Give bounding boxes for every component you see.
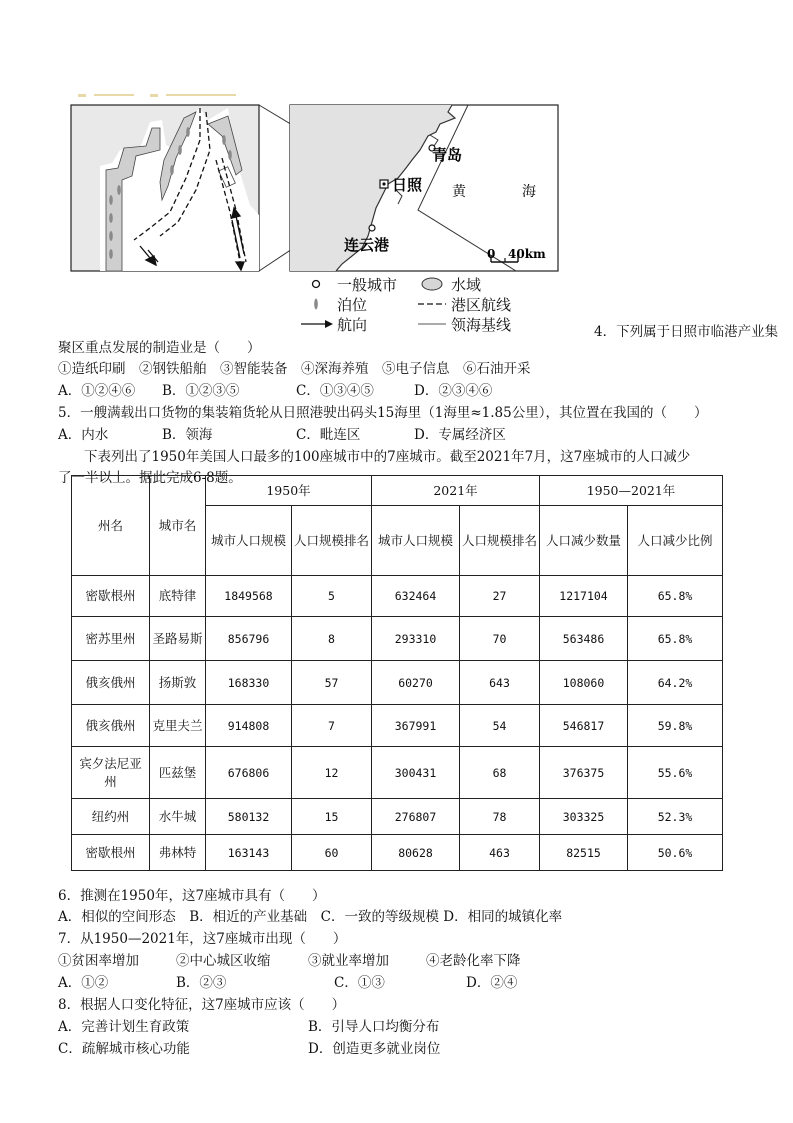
q7-opt4: ④老龄化率下降 xyxy=(426,953,521,969)
subheader-ratio: 人口减少比例 xyxy=(628,506,723,576)
cell-pop-2021: 80628 xyxy=(372,835,460,871)
cell-decrease: 563486 xyxy=(540,617,628,661)
table-row xyxy=(72,799,723,835)
cell-pop-1950: 1849568 xyxy=(206,576,292,617)
cell-pop-1950: 580132 xyxy=(206,799,292,835)
q7-choice-a: A．①② xyxy=(58,975,109,991)
cell-ratio: 65.8% xyxy=(628,576,723,617)
cell-city: 克里夫兰 xyxy=(150,705,206,747)
subheader-rank-2021: 人口规模排名 xyxy=(460,506,540,576)
cell-ratio: 59.8% xyxy=(628,705,723,747)
q7-choice-b: B．②③ xyxy=(176,975,227,991)
q8-choice-a: A．完善计划生育政策 xyxy=(58,1019,190,1035)
label-lianyungang: 连云港 xyxy=(344,236,390,254)
q8-choice-d: D．创造更多就业岗位 xyxy=(308,1041,441,1057)
cell-rank-2021: 463 xyxy=(460,835,540,871)
header-1950: 1950年 xyxy=(206,476,372,506)
table-row xyxy=(72,705,723,747)
legend-berth: 泊位 xyxy=(337,296,368,314)
cell-rank-2021: 54 xyxy=(460,705,540,747)
cell-decrease: 303325 xyxy=(540,799,628,835)
cell-rank-2021: 68 xyxy=(460,747,540,799)
legend-city-icon xyxy=(313,281,320,288)
q6-stem: 6．推测在1950年，这7座城市具有（ ） xyxy=(58,888,326,904)
scale-label: 40km xyxy=(508,247,546,261)
city-lianyungang-marker xyxy=(369,225,375,231)
label-rizhao: 日照 xyxy=(392,176,423,194)
cell-state: 宾夕法尼亚州 xyxy=(72,747,150,799)
cell-city: 扬斯敦 xyxy=(150,661,206,705)
q5-stem: 5．一艘满载出口货物的集装箱货轮从日照港驶出码头15海里（1海里≈1.85公里），其位置在我国的（ ） xyxy=(58,405,708,421)
q7-opt2: ②中心城区收缩 xyxy=(176,953,271,969)
table-row xyxy=(72,747,723,799)
legend-general-city: 一般城市 xyxy=(337,276,398,294)
q8-choice-c: C．疏解城市核心功能 xyxy=(58,1041,190,1057)
legend-water-area: 水域 xyxy=(451,276,482,294)
subheader-size-1950: 城市人口规模 xyxy=(206,506,292,576)
legend-territorial-baseline: 领海基线 xyxy=(451,316,512,334)
port-detail-panel xyxy=(71,105,259,271)
cell-pop-2021: 293310 xyxy=(372,617,460,661)
cell-pop-2021: 276807 xyxy=(372,799,460,835)
cell-state: 纽约州 xyxy=(72,799,150,835)
header-change: 1950—2021年 xyxy=(540,476,723,506)
cell-rank-1950: 57 xyxy=(292,661,372,705)
q4-options: ①造纸印刷 ②钢铁船舶 ③智能装备 ④深海养殖 ⑤电子信息 ⑥石油开采 xyxy=(58,361,531,377)
cell-pop-1950: 676806 xyxy=(206,747,292,799)
q4-stem-part2: 聚区重点发展的制造业是（ ） xyxy=(58,340,261,356)
cell-pop-1950: 856796 xyxy=(206,617,292,661)
cell-rank-1950: 15 xyxy=(292,799,372,835)
cell-pop-2021: 367991 xyxy=(372,705,460,747)
label-qingdao: 青岛 xyxy=(432,146,463,164)
legend-berth-icon xyxy=(314,299,318,310)
regional-map-panel xyxy=(290,105,558,271)
cell-state: 密歇根州 xyxy=(72,576,150,617)
cell-city: 圣路易斯 xyxy=(150,617,206,661)
label-sea-huang: 黄 xyxy=(452,184,466,200)
population-table xyxy=(71,475,723,871)
cell-ratio: 50.6% xyxy=(628,835,723,871)
intro-line1: 下表列出了1950年美国人口最多的100座城市中的7座城市。截至2021年7月，这7座城市的人口减少 xyxy=(84,449,691,465)
cell-ratio: 65.8% xyxy=(628,617,723,661)
cell-rank-2021: 78 xyxy=(460,799,540,835)
cell-state: 俄亥俄州 xyxy=(72,705,150,747)
q7-stem: 7．从1950—2021年，这7座城市出现（ ） xyxy=(58,931,347,947)
cell-city: 水牛城 xyxy=(150,799,206,835)
cell-rank-1950: 60 xyxy=(292,835,372,871)
cell-city: 底特律 xyxy=(150,576,206,617)
q5-choice-b: B．领海 xyxy=(162,427,213,443)
intro-line2: 了一半以上。据此完成6-8题。 xyxy=(58,470,242,486)
cell-ratio: 55.6% xyxy=(628,747,723,799)
q6-choices: A．相似的空间形态 B．相近的产业基础 C．一致的等级规模 D．相同的城镇化率 xyxy=(58,909,563,925)
q7-opt1: ①贫困率增加 xyxy=(58,953,139,969)
q5-choice-c: C．毗连区 xyxy=(296,427,361,443)
cell-decrease: 1217104 xyxy=(540,576,628,617)
table-row xyxy=(72,835,723,871)
subheader-rank-1950: 人口规模排名 xyxy=(292,506,372,576)
q7-opt3: ③就业率增加 xyxy=(308,953,389,969)
cell-decrease: 108060 xyxy=(540,661,628,705)
legend-water-icon xyxy=(422,278,442,290)
q5-choice-a: A．内水 xyxy=(58,427,109,443)
cell-state: 密苏里州 xyxy=(72,617,150,661)
legend-port-route: 港区航线 xyxy=(451,296,512,314)
q5-choice-d: D．专属经济区 xyxy=(414,427,506,443)
cell-rank-1950: 8 xyxy=(292,617,372,661)
cell-pop-1950: 914808 xyxy=(206,705,292,747)
cell-ratio: 52.3% xyxy=(628,799,723,835)
header-city: 城市名 xyxy=(150,476,206,576)
cell-decrease: 82515 xyxy=(540,835,628,871)
header-state: 州名 xyxy=(72,476,150,576)
q4-choice-c: C．①③④⑤ xyxy=(296,383,374,399)
q4-choice-b: B．①②③⑤ xyxy=(162,383,240,399)
subheader-decrease: 人口减少数量 xyxy=(540,506,628,576)
q7-choice-c: C．①③ xyxy=(334,975,385,991)
label-sea-hai: 海 xyxy=(522,184,536,200)
cell-pop-2021: 632464 xyxy=(372,576,460,617)
cell-ratio: 64.2% xyxy=(628,661,723,705)
table-row xyxy=(72,576,723,617)
cell-rank-1950: 5 xyxy=(292,576,372,617)
subheader-size-2021: 城市人口规模 xyxy=(372,506,460,576)
cell-state: 俄亥俄州 xyxy=(72,661,150,705)
header-2021: 2021年 xyxy=(372,476,540,506)
q8-stem: 8．根据人口变化特征，这7座城市应该（ ） xyxy=(58,997,346,1013)
cell-city: 弗林特 xyxy=(150,835,206,871)
cell-rank-2021: 70 xyxy=(460,617,540,661)
q4-stem-part1: 4．下列属于日照市临港产业集 xyxy=(594,324,779,340)
q4-choice-a: A．①②④⑥ xyxy=(58,383,136,399)
cell-pop-1950: 168330 xyxy=(206,661,292,705)
cell-city: 匹兹堡 xyxy=(150,747,206,799)
cell-state: 密歇根州 xyxy=(72,835,150,871)
cell-pop-2021: 300431 xyxy=(372,747,460,799)
legend-direction: 航向 xyxy=(337,316,368,334)
table-row xyxy=(72,661,723,705)
cell-rank-1950: 7 xyxy=(292,705,372,747)
cell-rank-2021: 643 xyxy=(460,661,540,705)
scale-zero: 0 xyxy=(487,247,496,261)
q4-choice-d: D．②③④⑥ xyxy=(414,383,493,399)
q7-choice-d: D．②④ xyxy=(466,975,518,991)
cell-decrease: 546817 xyxy=(540,705,628,747)
legend-direction-icon xyxy=(301,320,333,328)
cell-pop-1950: 163143 xyxy=(206,835,292,871)
cell-rank-1950: 12 xyxy=(292,747,372,799)
cell-decrease: 376375 xyxy=(540,747,628,799)
table-row xyxy=(72,617,723,661)
q8-choice-b: B．引导人口均衡分布 xyxy=(308,1019,440,1035)
cell-pop-2021: 60270 xyxy=(372,661,460,705)
cell-rank-2021: 27 xyxy=(460,576,540,617)
faint-header-marks xyxy=(78,94,236,97)
